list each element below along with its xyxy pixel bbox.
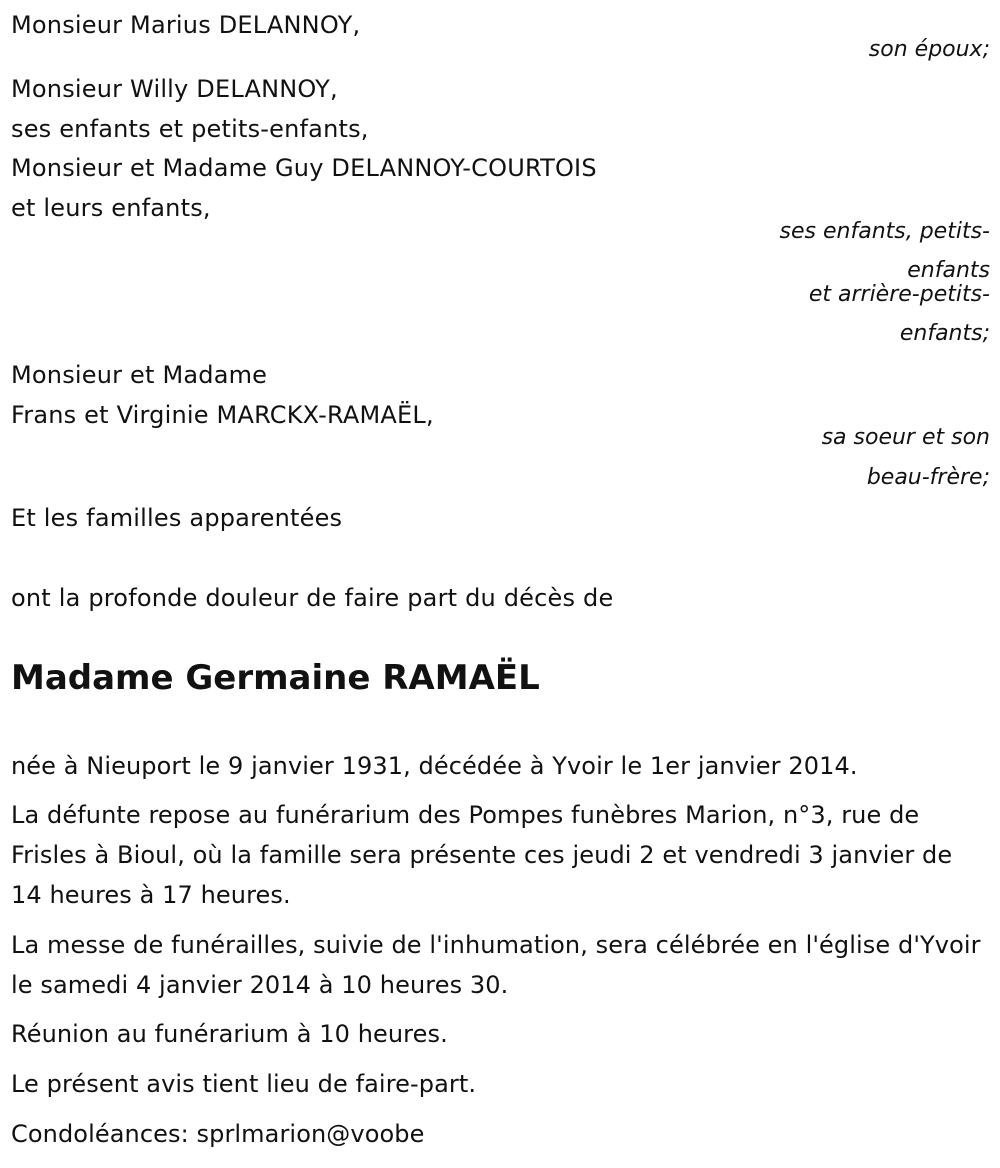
birth-death-info: née à Nieuport le 9 janvier 1931, décédée à Yvoir le 1er janvier 2014. (11, 752, 858, 780)
children-role-1: ses enfants, petits- (779, 219, 990, 244)
children-role-3: et arrière-petits- (808, 282, 990, 307)
funeral-info: La messe de funérailles, suivie de l'inhumation, sera célébrée en l'église d'Yvoir le samedi 4 janvier 2014 à 10 heures 30. (11, 931, 981, 999)
condolences-info: Condoléances: sprlmarion@voobe (11, 1120, 425, 1148)
sister-line-1: Monsieur et Madame (11, 361, 268, 389)
children-line-1: Monsieur Willy DELANNOY, (11, 75, 338, 103)
spouse-name: Monsieur Marius DELANNOY, (11, 11, 361, 39)
sister-role-2: beau-frère; (866, 465, 990, 490)
children-line-4: et leurs enfants, (11, 194, 211, 222)
notice-info: Le présent avis tient lieu de faire-part. (11, 1070, 477, 1098)
viewing-info: La défunte repose au funérarium des Pompes funèbres Marion, n°3, rue de Frisles à Bioul, où la famille sera présente ces jeudi 2 et vendredi 3 janvier de 14 heures à 17 heures. (11, 801, 953, 909)
children-line-3: Monsieur et Madame Guy DELANNOY-COURTOIS (11, 154, 597, 182)
children-role-4: enfants; (899, 321, 990, 346)
announcement: ont la profonde douleur de faire part du décès de (11, 584, 614, 612)
meeting-info: Réunion au funérarium à 10 heures. (11, 1020, 448, 1048)
sister-line-2: Frans et Virginie MARCKX-RAMAËL, (11, 401, 434, 429)
sister-role-1: sa soeur et son (821, 425, 990, 450)
children-role-2: enfants (907, 258, 990, 283)
deceased-name: Madame Germaine RAMAËL (11, 658, 540, 698)
spouse-role: son époux; (868, 37, 990, 62)
related-families: Et les familles apparentées (11, 504, 343, 532)
children-line-2: ses enfants et petits-enfants, (11, 115, 369, 143)
